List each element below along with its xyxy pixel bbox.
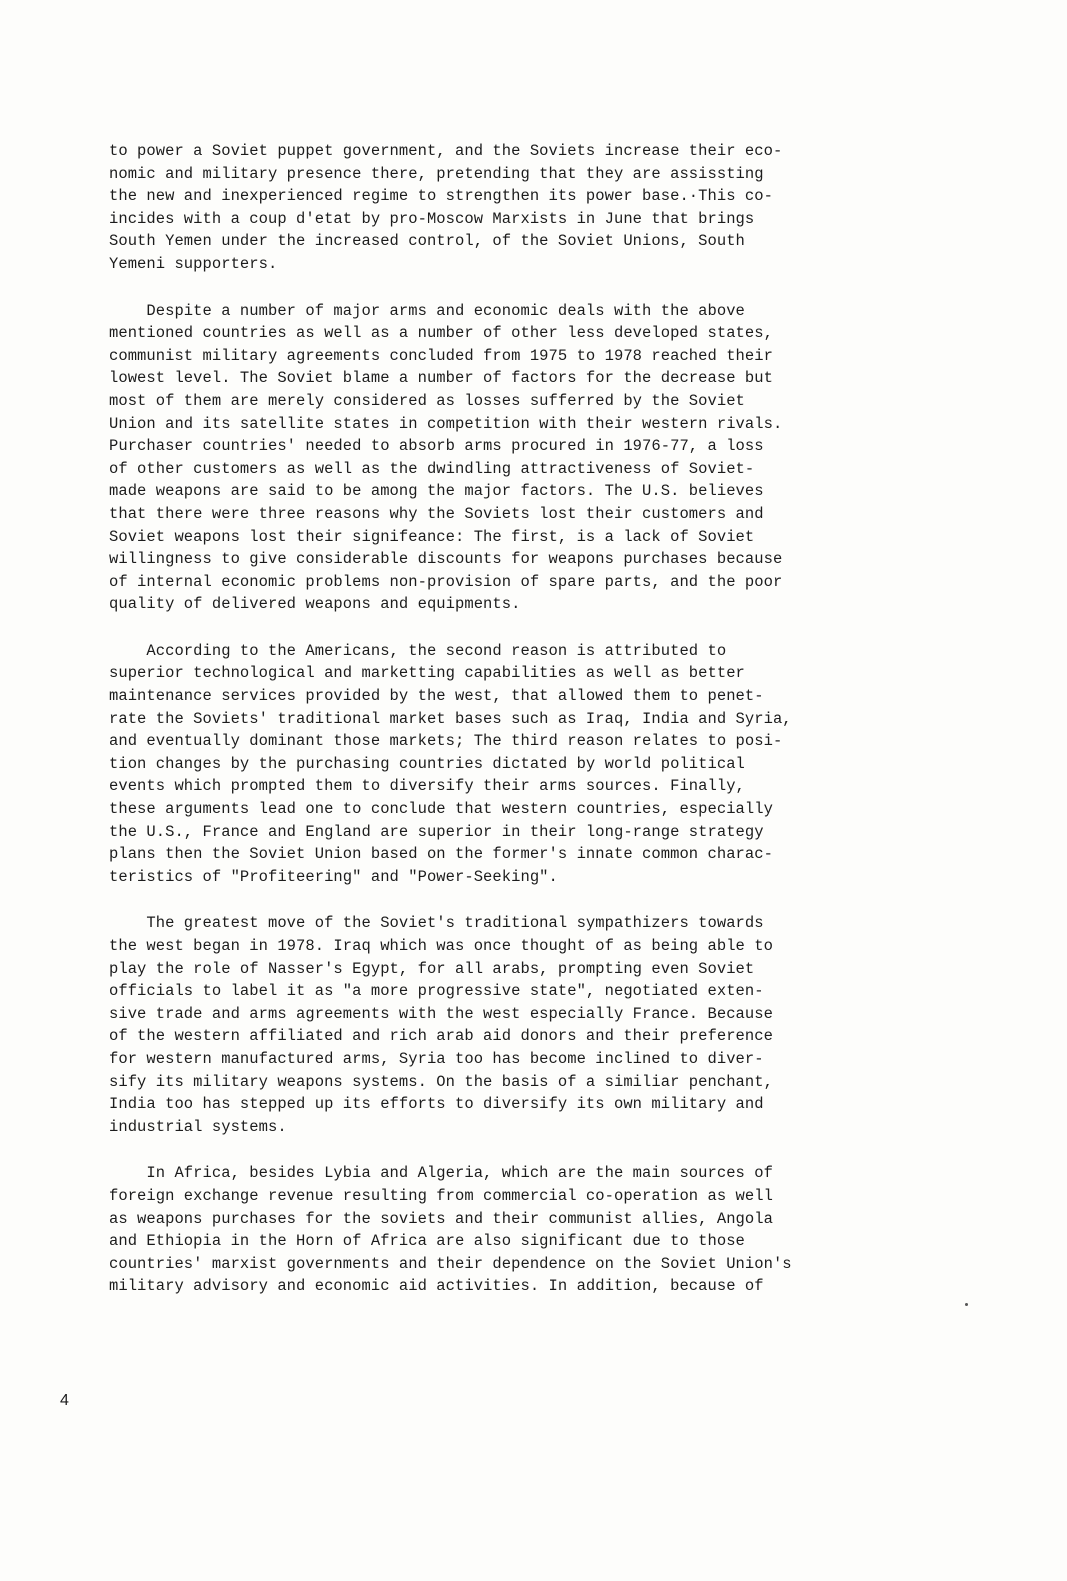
text-line: these arguments lead one to conclude that western countries, especially xyxy=(109,800,773,819)
text-line: quality of delivered weapons and equipments. xyxy=(109,595,521,614)
page-number: 4 xyxy=(60,1392,69,1409)
text-line: made weapons are said to be among the major factors. The U.S. believes xyxy=(109,482,764,501)
text-line: lowest level. The Soviet blame a number of factors for the decrease but xyxy=(109,369,773,388)
text-line: and eventually dominant those markets; The third reason relates to posi- xyxy=(109,732,783,751)
paragraph-4 xyxy=(109,912,929,1138)
text-line: Purchaser countries' needed to absorb arms procured in 1976-77, a loss xyxy=(109,437,764,456)
paragraph-1 xyxy=(109,140,929,276)
text-line: Despite a number of major arms and economic deals with the above xyxy=(109,301,745,320)
text-line: of internal economic problems non-provision of spare parts, and the poor xyxy=(109,572,783,591)
text-line: the U.S., France and England are superior in their long-range strategy xyxy=(109,822,764,841)
text-line: superior technological and marketting capabilities as well as better xyxy=(109,664,745,683)
text-line: countries' marxist governments and their dependence on the Soviet Union's xyxy=(109,1254,792,1273)
text-line: India too has stepped up its efforts to diversify its own military and xyxy=(109,1095,764,1114)
text-line: play the role of Nasser's Egypt, for all arabs, prompting even Soviet xyxy=(109,959,755,978)
text-line: nomic and military presence there, pretending that they are assissting xyxy=(109,164,764,183)
text-line: of the western affiliated and rich arab aid donors and their preference xyxy=(109,1027,773,1046)
body-text xyxy=(109,140,929,1322)
scan-speck xyxy=(965,1303,968,1306)
text-line: as weapons purchases for the soviets and their communist allies, Angola xyxy=(109,1209,773,1228)
text-line: According to the Americans, the second reason is attributed to xyxy=(109,641,727,660)
paragraph-2 xyxy=(109,300,929,616)
text-line: tion changes by the purchasing countries dictated by world political xyxy=(109,754,745,773)
paragraph-3 xyxy=(109,640,929,889)
text-line: Union and its satellite states in competition with their western rivals. xyxy=(109,414,783,433)
text-line: the west began in 1978. Iraq which was once thought of as being able to xyxy=(109,937,773,955)
text-line: foreign exchange revenue resulting from commercial co-operation as well xyxy=(109,1186,773,1205)
text-line: Yemeni supporters. xyxy=(109,254,278,273)
text-line: the new and inexperienced regime to strengthen its power base.·This co- xyxy=(109,187,773,206)
text-line: officials to label it as "a more progressive state", negotiated exten- xyxy=(109,982,764,1001)
text-line: incides with a coup d'etat by pro-Moscow Marxists in June that brings xyxy=(109,209,755,228)
text-line: of other customers as well as the dwindling attractiveness of Soviet- xyxy=(109,459,755,478)
text-line: rate the Soviets' traditional market bases such as Iraq, India and Syria, xyxy=(109,709,792,728)
text-line: Soviet weapons lost their signifeance: The first, is a lack of Soviet xyxy=(109,527,755,546)
text-line: communist military agreements concluded from 1975 to 1978 reached their xyxy=(109,346,773,365)
text-line: plans then the Soviet Union based on the former's innate common charac- xyxy=(109,845,773,864)
text-line: military advisory and economic aid activities. In addition, because of xyxy=(109,1277,764,1296)
text-line: to power a Soviet puppet government, and the Soviets increase their eco- xyxy=(109,142,783,160)
text-line: and Ethiopia in the Horn of Africa are also significant due to those xyxy=(109,1232,745,1251)
text-line: The greatest move of the Soviet's traditional sympathizers towards xyxy=(109,914,764,933)
text-line: sify its military weapons systems. On the basis of a similiar penchant, xyxy=(109,1072,773,1091)
text-line: teristics of "Profiteering" and "Power-Seeking". xyxy=(109,867,558,886)
text-line: willingness to give considerable discounts for weapons purchases because xyxy=(109,550,783,569)
text-line: most of them are merely considered as losses sufferred by the Soviet xyxy=(109,391,745,410)
text-line: events which prompted them to diversify their arms sources. Finally, xyxy=(109,777,745,796)
paragraph-5 xyxy=(109,1162,929,1298)
text-line: In Africa, besides Lybia and Algeria, which are the main sources of xyxy=(109,1164,773,1183)
text-line: that there were three reasons why the Soviets lost their customers and xyxy=(109,504,764,523)
text-line: mentioned countries as well as a number of other less developed states, xyxy=(109,324,773,343)
text-line: for western manufactured arms, Syria too has become inclined to diver- xyxy=(109,1049,764,1068)
text-line: industrial systems. xyxy=(109,1117,287,1136)
text-line: maintenance services provided by the west, that allowed them to penet- xyxy=(109,687,764,706)
text-line: South Yemen under the increased control, of the Soviet Unions, South xyxy=(109,232,745,251)
text-line: sive trade and arms agreements with the west especially France. Because xyxy=(109,1004,773,1023)
